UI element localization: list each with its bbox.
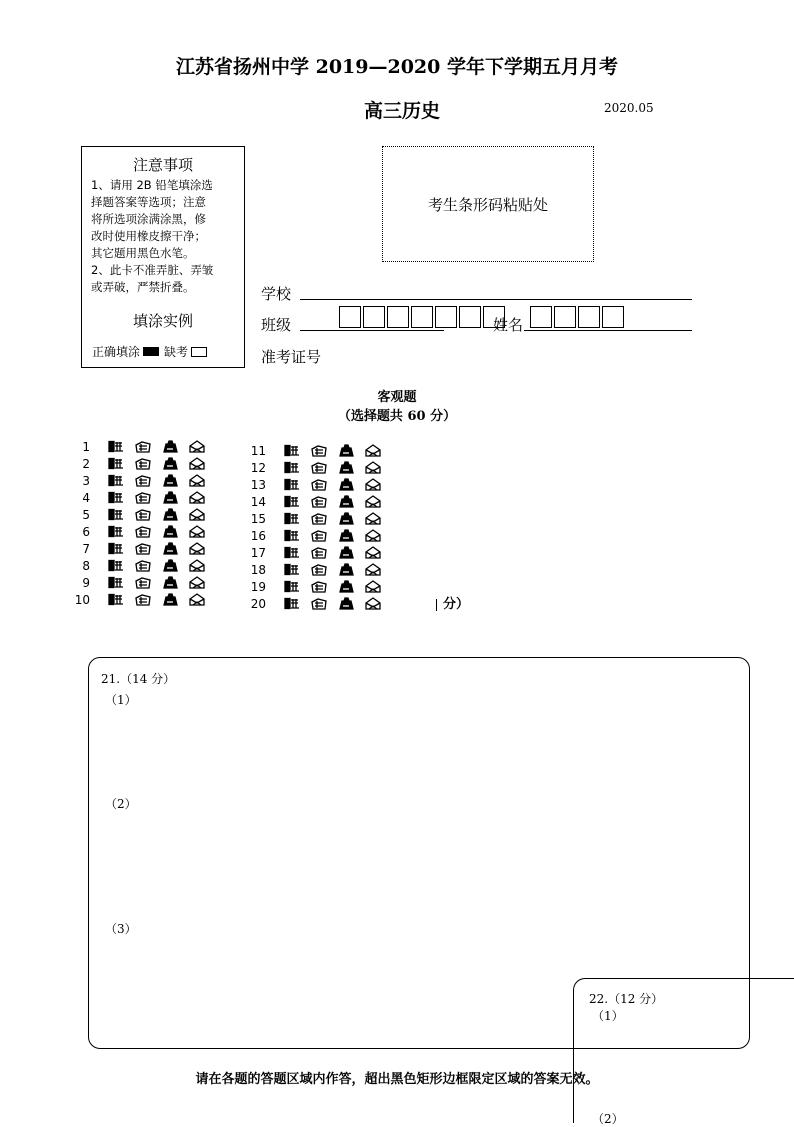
question-number: 11: [250, 443, 266, 458]
option-D-bubble-icon[interactable]: [189, 440, 205, 453]
exam-id-label: 准考证号: [261, 348, 322, 366]
option-D-bubble-icon[interactable]: [189, 593, 205, 606]
option-C-bubble-icon[interactable]: [162, 525, 178, 538]
question-number: 9: [82, 575, 90, 590]
question-number: 8: [82, 558, 90, 573]
option-C-bubble-icon[interactable]: [338, 444, 354, 457]
question-row: [72, 506, 205, 523]
option-D-bubble-icon[interactable]: [189, 457, 205, 470]
q21-part-2: （2）: [105, 797, 137, 811]
stray-score-label: 分）: [443, 597, 470, 612]
name-char-box[interactable]: [578, 306, 600, 328]
option-B-bubble-icon[interactable]: [135, 559, 151, 572]
barcode-area: [382, 146, 594, 262]
option-A-bubble-icon[interactable]: [108, 474, 124, 487]
question-row: [72, 455, 205, 472]
notice-box: [81, 146, 245, 368]
question-row: [72, 523, 205, 540]
option-A-bubble-icon[interactable]: [284, 546, 300, 559]
filled-swatch-icon: [143, 347, 159, 356]
option-C-bubble-icon[interactable]: [338, 546, 354, 559]
option-C-bubble-icon[interactable]: [162, 508, 178, 521]
option-D-bubble-icon[interactable]: [365, 597, 381, 610]
option-A-bubble-icon[interactable]: [284, 461, 300, 474]
option-A-bubble-icon[interactable]: [284, 529, 300, 542]
option-C-bubble-icon[interactable]: [162, 474, 178, 487]
footer-note: 请在各题的答题区域内作答，超出黑色矩形边框限定区域的答案无效。: [195, 1072, 599, 1087]
option-B-bubble-icon[interactable]: [135, 474, 151, 487]
question-row: [248, 459, 381, 476]
objective-subtitle: （选择题共 60 分）: [337, 409, 457, 424]
option-B-bubble-icon[interactable]: [311, 461, 327, 474]
option-D-bubble-icon[interactable]: [189, 576, 205, 589]
question-row: [248, 544, 381, 561]
question-number: 2: [82, 456, 90, 471]
option-D-bubble-icon[interactable]: [189, 508, 205, 521]
notice-body: [82, 175, 244, 296]
option-D-bubble-icon[interactable]: [189, 542, 205, 555]
notice-line: 择题答案等选项；注意: [91, 195, 206, 209]
name-label: 姓名: [493, 316, 524, 334]
option-D-bubble-icon[interactable]: [365, 495, 381, 508]
option-A-bubble-icon[interactable]: [108, 542, 124, 555]
option-C-bubble-icon[interactable]: [338, 529, 354, 542]
option-D-bubble-icon[interactable]: [189, 525, 205, 538]
question-number: 15: [250, 511, 266, 526]
option-B-bubble-icon[interactable]: [135, 508, 151, 521]
option-A-bubble-icon[interactable]: [108, 491, 124, 504]
class-label: 班级: [261, 316, 292, 334]
option-B-bubble-icon[interactable]: [311, 563, 327, 576]
option-C-bubble-icon[interactable]: [162, 559, 178, 572]
question-row: [248, 493, 381, 510]
fill-legend: [92, 343, 244, 360]
notice-line: 将所选项涂满涂黑，修: [91, 212, 206, 226]
question-number: 13: [250, 477, 266, 492]
option-C-bubble-icon[interactable]: [162, 491, 178, 504]
option-C-bubble-icon[interactable]: [162, 457, 178, 470]
option-D-bubble-icon[interactable]: [365, 461, 381, 474]
option-C-bubble-icon[interactable]: [338, 478, 354, 491]
option-B-bubble-icon[interactable]: [135, 440, 151, 453]
q22-part-2: （2）: [592, 1112, 624, 1126]
notice-line: 2、此卡不准弄脏、弄皱: [91, 263, 214, 277]
option-D-bubble-icon[interactable]: [365, 546, 381, 559]
question-number: 17: [250, 545, 266, 560]
option-B-bubble-icon[interactable]: [135, 525, 151, 538]
id-digit-box[interactable]: [411, 306, 433, 328]
question-number: 7: [82, 541, 90, 556]
q21-part-1: （1）: [105, 693, 137, 707]
exam-date: 2020.05: [604, 101, 654, 115]
question-number: 18: [250, 562, 266, 577]
question-number: 19: [250, 579, 266, 594]
option-B-bubble-icon[interactable]: [135, 457, 151, 470]
question-number: 3: [82, 473, 90, 488]
notice-line: 其它题用黑色水笔。: [91, 246, 195, 260]
question-number: 16: [250, 528, 266, 543]
question-row: [248, 578, 381, 595]
stray-score-text: [436, 593, 469, 612]
absent-label: 缺考: [164, 345, 189, 359]
option-B-bubble-icon[interactable]: [311, 512, 327, 525]
option-C-bubble-icon[interactable]: [162, 440, 178, 453]
question-number: 6: [82, 524, 90, 539]
stray-bar: [436, 599, 438, 611]
q21-part-3: （3）: [105, 922, 137, 936]
question-row: [72, 489, 205, 506]
question-number: 20: [250, 596, 266, 611]
option-A-bubble-icon[interactable]: [108, 508, 124, 521]
name-char-box[interactable]: [530, 306, 552, 328]
objective-title: 客观题: [377, 390, 417, 405]
name-char-box[interactable]: [602, 306, 624, 328]
id-digit-box[interactable]: [387, 306, 409, 328]
school-field[interactable]: [300, 299, 692, 300]
notice-line: 1、请用 2B 铅笔填涂选: [91, 178, 213, 192]
option-C-bubble-icon[interactable]: [162, 593, 178, 606]
option-B-bubble-icon[interactable]: [135, 542, 151, 555]
question-number: 10: [74, 592, 90, 607]
question-row: [248, 476, 381, 493]
question-row: [72, 472, 205, 489]
option-A-bubble-icon[interactable]: [108, 457, 124, 470]
option-B-bubble-icon[interactable]: [311, 580, 327, 593]
notice-title: 注意事项: [132, 156, 193, 174]
q22-part-1: （1）: [592, 1009, 624, 1023]
option-A-bubble-icon[interactable]: [108, 559, 124, 572]
option-D-bubble-icon[interactable]: [365, 478, 381, 491]
option-B-bubble-icon[interactable]: [311, 444, 327, 457]
name-field[interactable]: [524, 330, 692, 331]
option-A-bubble-icon[interactable]: [284, 580, 300, 593]
option-D-bubble-icon[interactable]: [365, 580, 381, 593]
question-number: 14: [250, 494, 266, 509]
id-digit-box[interactable]: [459, 306, 481, 328]
question-row: [72, 557, 205, 574]
option-A-bubble-icon[interactable]: [284, 478, 300, 491]
barcode-label: 考生条形码粘贴处: [427, 195, 548, 214]
exam-title: 江苏省扬州中学 2019—2020 学年下学期五月月考: [176, 56, 618, 78]
exam-id-boxes[interactable]: [339, 306, 505, 328]
id-digit-box[interactable]: [363, 306, 385, 328]
option-A-bubble-icon[interactable]: [284, 512, 300, 525]
school-label: 学校: [261, 285, 292, 303]
option-B-bubble-icon[interactable]: [311, 495, 327, 508]
option-A-bubble-icon[interactable]: [284, 444, 300, 457]
id-digit-box[interactable]: [339, 306, 361, 328]
absent-checkbox[interactable]: [191, 347, 207, 357]
name-char-box[interactable]: [554, 306, 576, 328]
option-C-bubble-icon[interactable]: [338, 563, 354, 576]
name-boxes[interactable]: [530, 306, 624, 328]
option-B-bubble-icon[interactable]: [135, 491, 151, 504]
question-number: 12: [250, 460, 266, 475]
question-row: [72, 574, 205, 591]
option-A-bubble-icon[interactable]: [108, 440, 124, 453]
option-A-bubble-icon[interactable]: [108, 525, 124, 538]
option-D-bubble-icon[interactable]: [365, 563, 381, 576]
option-C-bubble-icon[interactable]: [338, 597, 354, 610]
option-C-bubble-icon[interactable]: [338, 495, 354, 508]
question-row: [72, 438, 205, 455]
option-B-bubble-icon[interactable]: [311, 478, 327, 491]
option-D-bubble-icon[interactable]: [365, 512, 381, 525]
question-row: [248, 442, 381, 459]
option-C-bubble-icon[interactable]: [162, 576, 178, 589]
question-number: 4: [82, 490, 90, 505]
q21-title: 21.（14 分）: [101, 672, 176, 686]
question-row: [248, 595, 381, 612]
option-C-bubble-icon[interactable]: [338, 580, 354, 593]
correct-fill-label: 正确填涂: [92, 345, 141, 359]
option-B-bubble-icon[interactable]: [311, 597, 327, 610]
question-number: 5: [82, 507, 90, 522]
option-B-bubble-icon[interactable]: [135, 593, 151, 606]
option-A-bubble-icon[interactable]: [284, 495, 300, 508]
option-D-bubble-icon[interactable]: [365, 444, 381, 457]
notice-line: 或弄破，严禁折叠。: [91, 280, 195, 294]
option-C-bubble-icon[interactable]: [338, 461, 354, 474]
class-field[interactable]: [300, 330, 444, 331]
option-A-bubble-icon[interactable]: [284, 597, 300, 610]
option-C-bubble-icon[interactable]: [162, 542, 178, 555]
option-D-bubble-icon[interactable]: [189, 474, 205, 487]
question-row: [72, 540, 205, 557]
subject-title: 高三历史: [364, 100, 441, 122]
fill-example-title: 填涂实例: [132, 312, 193, 330]
question-row: [248, 561, 381, 578]
option-D-bubble-icon[interactable]: [365, 529, 381, 542]
question-row: [248, 510, 381, 527]
option-D-bubble-icon[interactable]: [189, 491, 205, 504]
question-row: [72, 591, 205, 608]
option-A-bubble-icon[interactable]: [284, 563, 300, 576]
option-A-bubble-icon[interactable]: [108, 593, 124, 606]
option-B-bubble-icon[interactable]: [135, 576, 151, 589]
option-D-bubble-icon[interactable]: [189, 559, 205, 572]
option-C-bubble-icon[interactable]: [338, 512, 354, 525]
question-number: 1: [82, 439, 90, 454]
question-row: [248, 527, 381, 544]
option-A-bubble-icon[interactable]: [108, 576, 124, 589]
notice-line: 改时使用橡皮擦干净；: [91, 229, 206, 243]
q22-title: 22.（12 分）: [589, 992, 664, 1006]
option-B-bubble-icon[interactable]: [311, 529, 327, 542]
id-digit-box[interactable]: [435, 306, 457, 328]
option-B-bubble-icon[interactable]: [311, 546, 327, 559]
